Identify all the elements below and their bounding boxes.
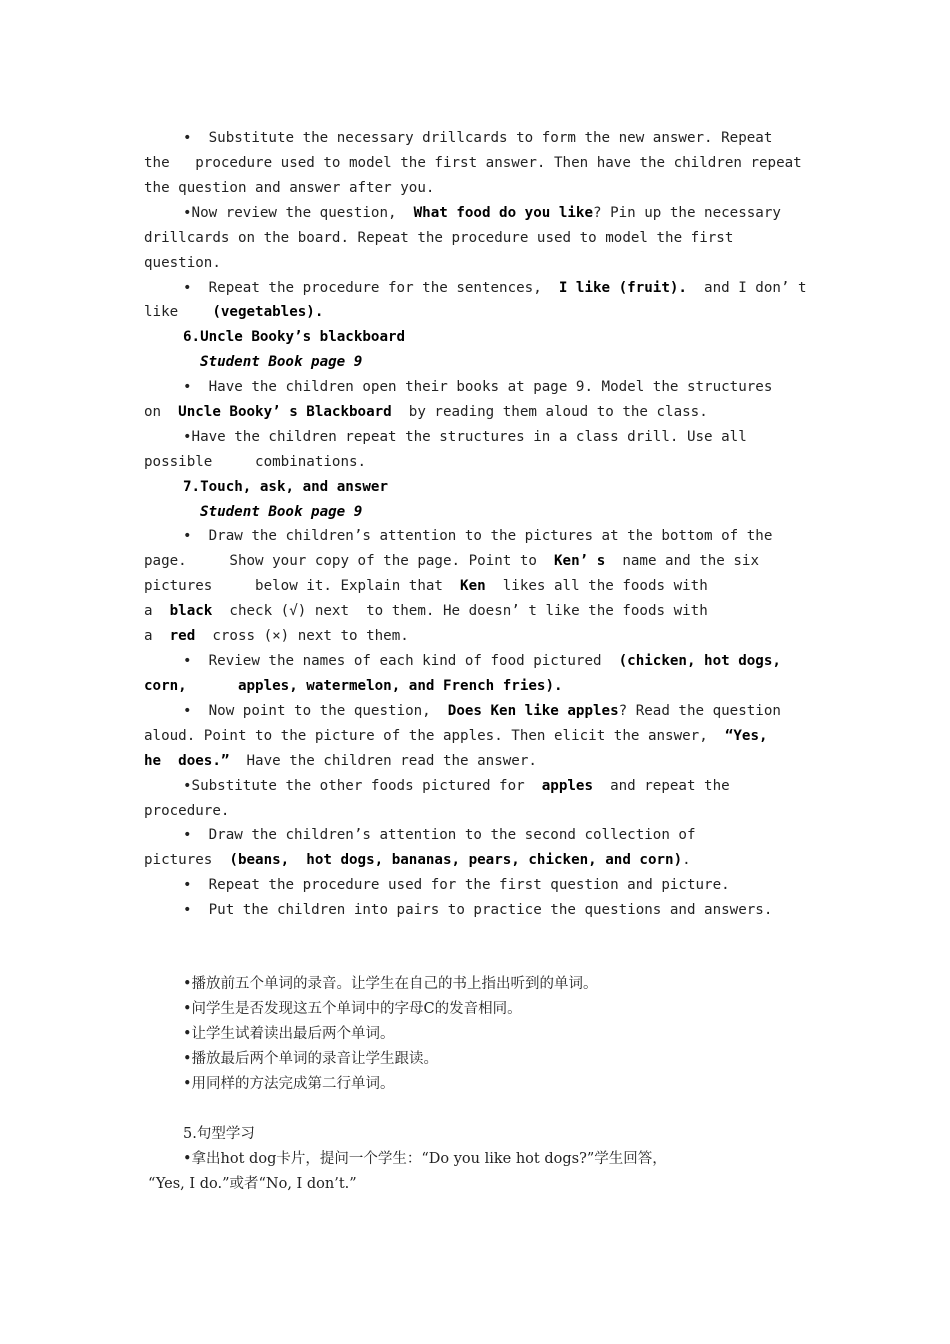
text-line [183,477,388,499]
text-line [144,726,768,748]
text-run: and repeat the [593,778,730,794]
bold-text: Does Ken like apples [447,703,619,719]
text-line [144,302,323,324]
text-line [183,327,405,349]
bold-text: he does.” [144,753,230,769]
bold-text: (beans, hot dogs, bananas, pears, chicken, and corn) [229,852,683,868]
text-line [144,576,708,598]
bold-text: corn, apples, watermelon, and French fries). [144,678,563,694]
text-line [183,427,747,449]
text-line [200,352,362,374]
text-line [183,526,772,548]
text-line [200,502,362,524]
text-line [183,825,696,847]
text-line [183,974,598,996]
bold-text: I like (fruit). [558,280,687,296]
text-run: •Substitute the other foods pictured for [183,778,542,794]
text-run: . [682,852,691,868]
text-line [144,626,409,648]
bold-text: apples [541,778,593,794]
bold-text: Ken’ s [554,553,606,569]
text-run: question. [144,255,221,271]
text-run: cross (×) next to them. [195,628,409,644]
text-line [183,776,730,798]
text-run: procedure. [144,803,230,819]
text-run: page. Show your copy of the page. Point to [144,553,554,569]
text-line [183,377,772,399]
text-line [144,850,691,872]
text-run: and I don’ t [686,280,807,296]
text-line [183,1024,395,1046]
text-run: • Now point to the question, [183,703,448,719]
text-run: aloud. Point to the picture of the apples. Then elicit the answer, [144,728,725,744]
text-line [183,1124,255,1146]
bold-text: (chicken, hot dogs, [618,653,781,669]
text-line [183,1149,667,1171]
italic-heading: Student Book page 9 [200,354,363,370]
chinese-text: •播放前五个单词的录音。让学生在自己的书上指出听到的单词。 [183,976,598,992]
text-line [183,278,807,300]
text-run: on [144,404,179,420]
italic-heading: Student Book page 9 [200,504,363,520]
chinese-text: •播放最后两个单词的录音让学生跟读。 [183,1051,439,1067]
text-run: name and the six [605,553,759,569]
bold-text: What food do you like [413,205,593,221]
text-run: drillcards on the board. Repeat the procedure used to model the first [144,230,734,246]
text-run: the procedure used to model the first answer. Then have the children repeat [144,155,802,171]
text-line [144,601,708,623]
bold-text: black [169,603,213,619]
chinese-text: 5.句型学习 [183,1126,255,1142]
text-line [144,751,537,773]
chinese-text: •让学生试着读出最后两个单词。 [183,1026,395,1042]
text-run: • Repeat the procedure for the sentences, [183,280,559,296]
text-line [144,228,733,250]
text-line [183,203,781,225]
text-line [183,1074,395,1096]
text-line [144,153,802,175]
text-run: •Now review the question, [183,205,414,221]
text-run: Have the children read the answer. [229,753,537,769]
text-run: possible combinations. [144,454,367,470]
text-line [183,875,730,897]
text-run: • Review the names of each kind of food pictured [183,653,619,669]
bold-text: (vegetables). [212,304,324,320]
chinese-text: •问学生是否发现这五个单词中的字母C的发音相同。 [183,1001,522,1017]
text-line [183,999,522,1021]
text-run: likes all the foods with [485,578,708,594]
text-run: • Have the children open their books at page 9. Model the structures [183,379,773,395]
text-run: • Substitute the necessary drillcards to form the new answer. Repeat [183,130,773,146]
bold-text: 6.Uncle Booky’s blackboard [183,329,406,345]
text-line [144,676,563,698]
text-line [183,651,781,673]
text-run: check (√) next to them. He doesn’ t like the foods with [212,603,708,619]
text-run: • Draw the children’s attention to the pictures at the bottom of the [183,528,773,544]
text-run: • Repeat the procedure used for the first question and picture. [183,877,730,893]
bold-text: Uncle Booky’ s Blackboard [178,404,392,420]
text-line [144,452,366,474]
text-run: a [144,603,170,619]
chinese-text: “Yes, I do.”或者“No, I don’t.” [148,1176,357,1192]
text-line [144,402,708,424]
bold-text: Ken [460,578,486,594]
text-line [144,178,434,200]
chinese-text: •拿出hot dog卡片，提问一个学生：“Do you like hot dogs?”学生回答， [183,1151,667,1167]
bold-text: red [169,628,196,644]
text-line [144,801,229,823]
text-run: • Draw the children’s attention to the second collection of [183,827,696,843]
text-run: by reading them aloud to the class. [391,404,708,420]
text-run: •Have the children repeat the structures in a class drill. Use all [183,429,747,445]
text-run: a [144,628,170,644]
text-run: ? Pin up the necessary [593,205,781,221]
text-run: like [144,304,213,320]
bold-text: 7.Touch, ask, and answer [183,479,388,495]
chinese-text: •用同样的方法完成第二行单词。 [183,1076,395,1092]
bold-text: “Yes, [724,728,768,744]
text-run: • Put the children into pairs to practice the questions and answers. [183,902,773,918]
text-line [183,900,772,922]
text-run: pictures [144,852,230,868]
text-run: ? Read the question [618,703,781,719]
text-line [183,701,781,723]
text-line [148,1174,357,1196]
text-run: pictures below it. Explain that [144,578,461,594]
text-line [183,128,772,150]
text-line [183,1049,438,1071]
text-line [144,253,221,275]
text-line [144,551,759,573]
text-run: the question and answer after you. [144,180,435,196]
